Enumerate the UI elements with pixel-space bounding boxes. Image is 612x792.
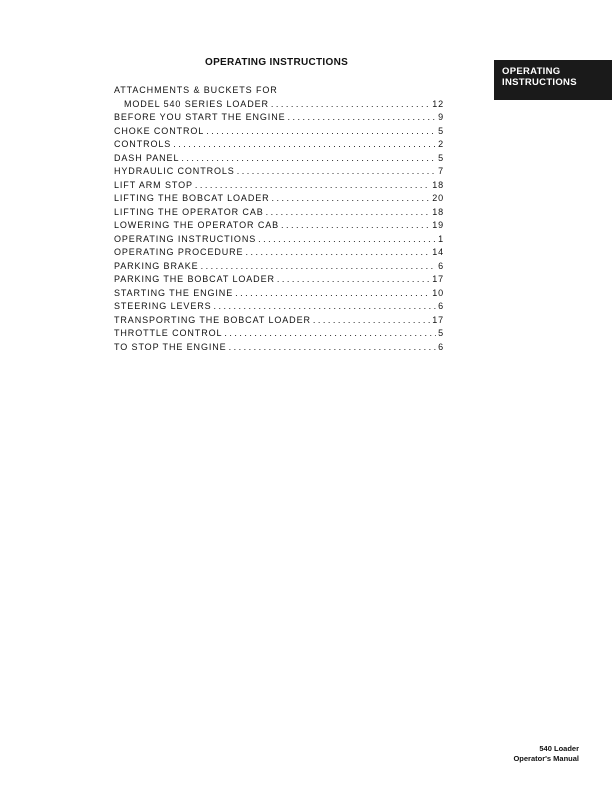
- toc-entry-page: 12: [432, 98, 444, 109]
- toc-leader-dots: [266, 206, 431, 220]
- toc-entry[interactable]: [114, 260, 444, 274]
- toc-entry-page: 6: [438, 301, 444, 311]
- toc-entry-label: TO STOP THE ENGINE: [114, 341, 227, 352]
- toc-leader-dots: [258, 233, 436, 247]
- section-tab-line2: INSTRUCTIONS: [502, 77, 577, 88]
- toc-entry-page: 6: [438, 260, 444, 271]
- toc-entry-label: CONTROLS: [114, 139, 172, 149]
- toc-entry[interactable]: [114, 125, 444, 139]
- toc-entry-page: 9: [438, 112, 444, 122]
- toc-entry[interactable]: [114, 98, 444, 112]
- toc-leader-dots: [235, 287, 430, 301]
- toc-leader-dots: [195, 179, 430, 193]
- toc-entry-page: 19: [432, 220, 444, 230]
- toc-entry[interactable]: [114, 300, 444, 314]
- toc-entry[interactable]: [114, 165, 444, 179]
- toc-entry-label: THROTTLE CONTROL: [114, 328, 223, 338]
- toc-leader-dots: [181, 152, 436, 166]
- footer-model: 540 Loader: [539, 744, 579, 753]
- toc-entry-page: 14: [432, 247, 444, 257]
- toc-entry[interactable]: [114, 246, 444, 260]
- toc-entry-page: 6: [438, 341, 444, 352]
- toc-entry-label: OPERATING INSTRUCTIONS: [114, 233, 257, 244]
- toc-leader-dots: [224, 327, 436, 341]
- toc-entry[interactable]: [114, 152, 444, 166]
- toc-entry-page: 1: [438, 233, 444, 244]
- section-tab: [494, 60, 612, 100]
- footer: [513, 744, 579, 764]
- toc-leader-dots: [237, 165, 436, 179]
- toc-entry-page: 7: [438, 166, 444, 176]
- toc-leader-dots: [277, 273, 430, 287]
- toc-entry-label: OPERATING PROCEDURE: [114, 247, 244, 257]
- toc-entry[interactable]: [114, 206, 444, 220]
- toc-leader-dots: [201, 260, 437, 274]
- toc-leader-dots: [245, 246, 430, 260]
- toc-entry[interactable]: [114, 314, 444, 328]
- toc-entry-label: LIFTING THE BOBCAT LOADER: [114, 193, 270, 203]
- table-of-contents: [114, 84, 444, 354]
- toc-entry[interactable]: [114, 138, 444, 152]
- footer-manual-title: Operator's Manual: [513, 754, 579, 763]
- toc-entry-page: 10: [432, 287, 444, 298]
- toc-entry-label: DASH PANEL: [114, 152, 180, 163]
- toc-leader-dots: [288, 111, 437, 125]
- toc-entry[interactable]: [114, 327, 444, 341]
- toc-entry-label: HYDRAULIC CONTROLS: [114, 166, 235, 176]
- toc-entry-label: MODEL 540 SERIES LOADER: [124, 98, 269, 109]
- toc-entry-page: 17: [432, 274, 444, 284]
- toc-entry[interactable]: [114, 287, 444, 301]
- toc-entry-page: 2: [438, 139, 444, 149]
- section-tab-line1: OPERATING: [502, 66, 561, 77]
- toc-leader-dots: [271, 98, 430, 112]
- toc-entry-label: STEERING LEVERS: [114, 301, 212, 311]
- toc-entry-page: 18: [432, 179, 444, 190]
- toc-leader-dots: [229, 341, 437, 355]
- toc-entry[interactable]: [114, 219, 444, 233]
- toc-entry[interactable]: [114, 192, 444, 206]
- toc-entry-label: LIFT ARM STOP: [114, 179, 193, 190]
- toc-entry[interactable]: [114, 273, 444, 287]
- toc-entry[interactable]: [114, 179, 444, 193]
- page-title: OPERATING INSTRUCTIONS: [205, 57, 349, 68]
- toc-entry-label: LOWERING THE OPERATOR CAB: [114, 220, 280, 230]
- toc-entry-label: PARKING THE BOBCAT LOADER: [114, 274, 275, 284]
- toc-leader-dots: [281, 219, 430, 233]
- toc-leader-dots: [313, 314, 430, 328]
- toc-entry-label: TRANSPORTING THE BOBCAT LOADER: [114, 314, 311, 325]
- toc-entry-page: 18: [432, 206, 444, 217]
- toc-entry[interactable]: [114, 233, 444, 247]
- toc-entry[interactable]: [114, 111, 444, 125]
- toc-entry-label: STARTING THE ENGINE: [114, 287, 234, 298]
- toc-entry-label: CHOKE CONTROL: [114, 125, 205, 136]
- toc-entry[interactable]: [114, 341, 444, 355]
- toc-entry-label: PARKING BRAKE: [114, 260, 199, 271]
- toc-entry-page: 17: [432, 314, 444, 325]
- toc-heading: ATTACHMENTS & BUCKETS FOR: [114, 85, 278, 95]
- toc-entry-page: 5: [438, 152, 444, 163]
- toc-leader-dots: [206, 125, 436, 139]
- toc-entry-page: 5: [438, 328, 444, 338]
- toc-entry-label: BEFORE YOU START THE ENGINE: [114, 112, 286, 122]
- toc-entry-page: 20: [432, 193, 444, 203]
- toc-entry-page: 5: [438, 125, 444, 136]
- toc-leader-dots: [272, 192, 431, 206]
- toc-leader-dots: [214, 300, 437, 314]
- toc-leader-dots: [173, 138, 436, 152]
- toc-entry-label: LIFTING THE OPERATOR CAB: [114, 206, 264, 217]
